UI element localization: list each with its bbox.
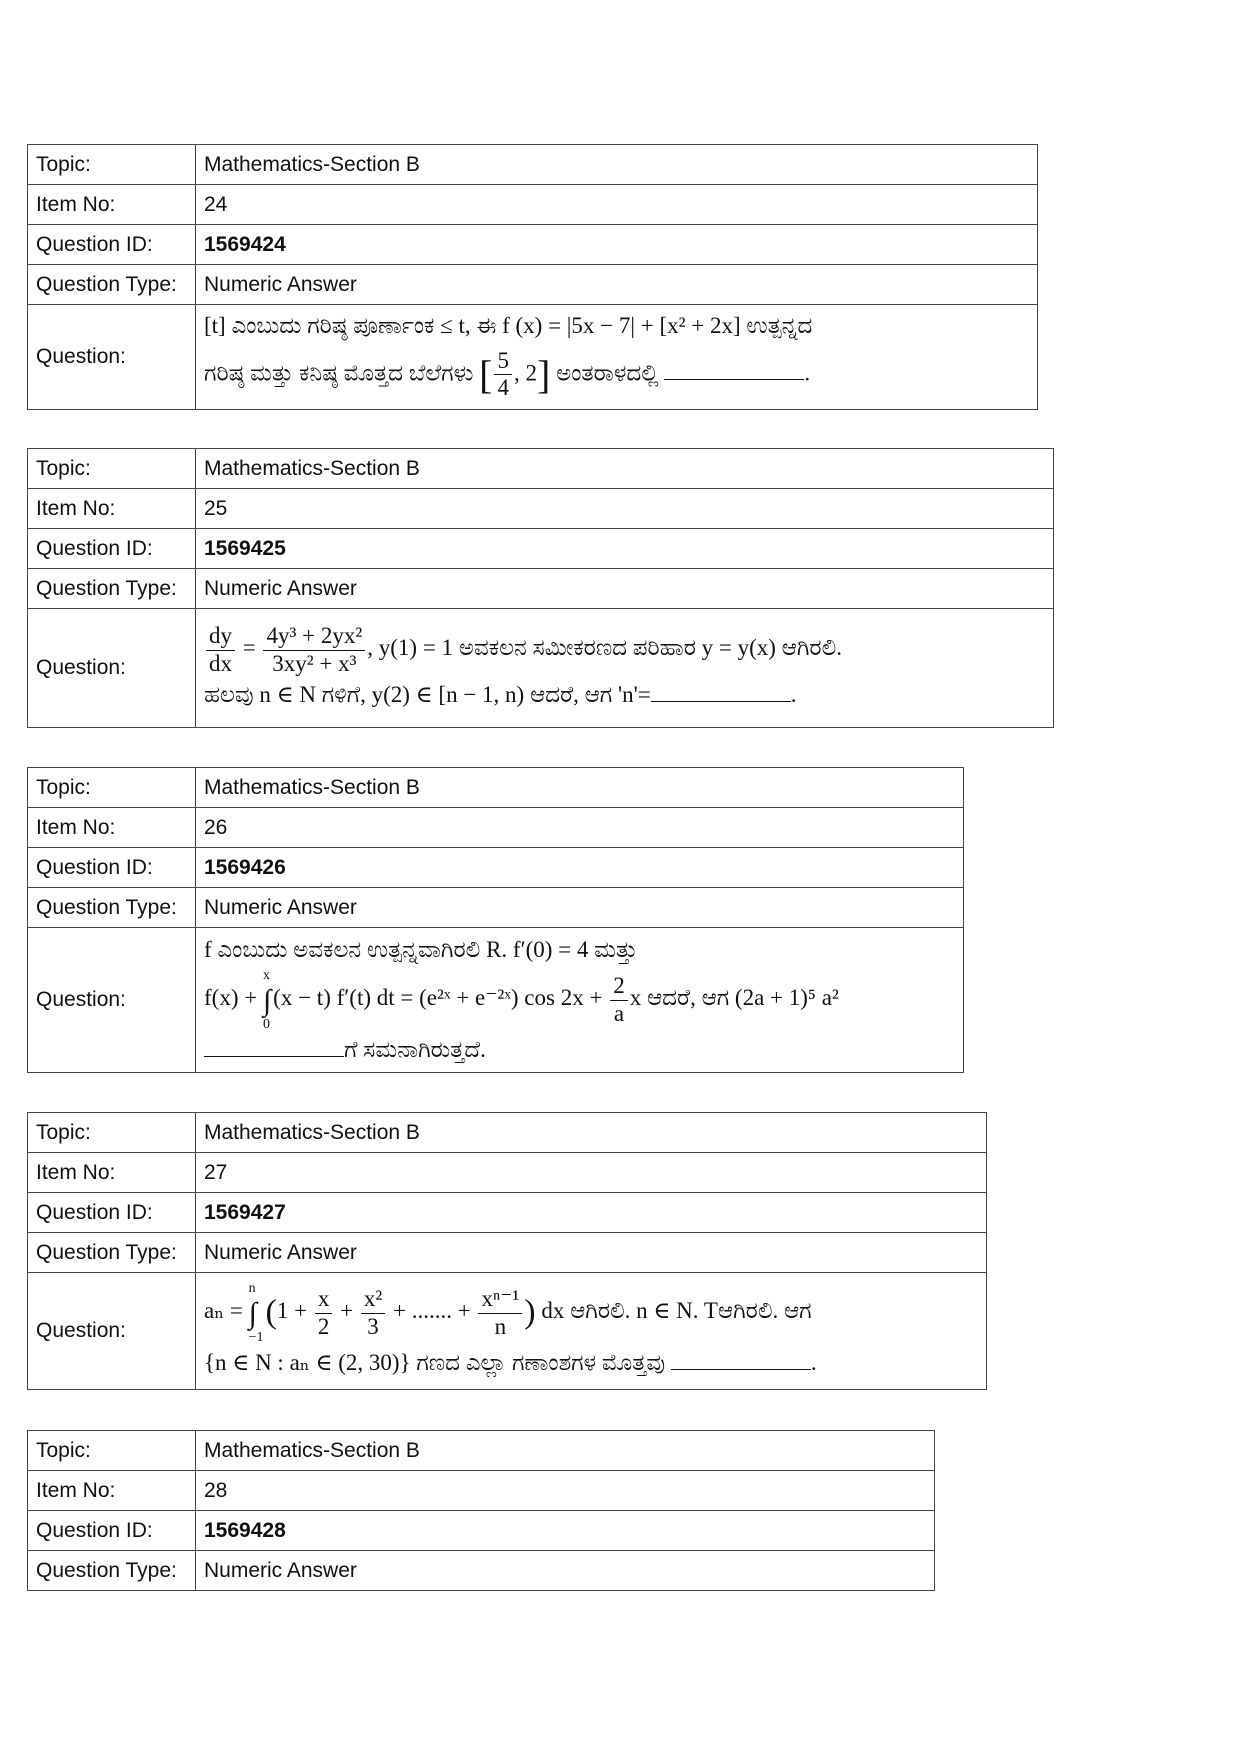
question-type-value: Numeric Answer xyxy=(196,1551,935,1591)
question-type-value: Numeric Answer xyxy=(196,265,1038,305)
open-paren: ( xyxy=(265,1293,277,1331)
question-label: Question: xyxy=(28,609,196,728)
term-one: 1 + xyxy=(276,1298,308,1324)
question-line-1-suffix: , y(1) = 1 ಅವಕಲನ ಸಮೀಕರಣದ ಪರಿಹಾರ y = y(x) ಆಗಿರಲಿ. xyxy=(367,635,842,661)
term-3-denominator: n xyxy=(494,1313,507,1339)
topic-label: Topic: xyxy=(28,145,196,185)
question-label: Question: xyxy=(28,1273,196,1390)
rhs-numerator: 4y³ + 2yx² xyxy=(263,623,365,650)
question-line-3-text: ಗೆ ಸಮನಾಗಿರುತ್ತದೆ. xyxy=(344,1036,486,1062)
question-type-row xyxy=(28,569,1054,609)
an-symbol: aₙ = xyxy=(204,1298,243,1324)
topic-label: Topic: xyxy=(28,768,196,808)
term-2-numerator: x² xyxy=(361,1286,385,1313)
term-fraction-3 xyxy=(478,1286,522,1340)
topic-row xyxy=(28,1431,935,1471)
answer-blank xyxy=(664,356,804,380)
topic-value: Mathematics-Section B xyxy=(196,768,964,808)
integral-limits xyxy=(249,1281,264,1345)
question-line-2-b: (x − t) f′(t) dt = (e²ˣ + e⁻²ˣ) cos 2x + xyxy=(273,985,603,1011)
interval-numerator: 5 xyxy=(494,348,512,375)
question-line-2: ಹಲವು n ∈ N ಗಳಿಗೆ, y(2) ∈ [n − 1, n) ಆದರೆ, ಆಗ 'n'= . xyxy=(204,677,1045,713)
question-line-3 xyxy=(204,1032,955,1068)
item-no-row xyxy=(28,1153,987,1193)
topic-row xyxy=(28,449,1054,489)
question-line-1: f ಎಂಬುದು ಅವಕಲನ ಉತ್ಪನ್ನವಾಗಿರಲಿ R. f′(0) = 4 ಮತ್ತು xyxy=(204,937,638,963)
question-type-label: Question Type: xyxy=(28,1551,196,1591)
question-table-24 xyxy=(27,144,1038,410)
integral-sign: ∫ xyxy=(248,1296,257,1330)
question-text xyxy=(196,305,1038,410)
item-no-label: Item No: xyxy=(28,1471,196,1511)
question-label: Question: xyxy=(28,928,196,1073)
derivative-numerator: dy xyxy=(206,623,235,650)
question-line-1: aₙ = n ∫ −1 (1 + $\frac{x}{2}$ + $\frac{\text{x²}}{3}$ + ....... + $\frac{\text{xⁿ⁻¹}}{n}$ ) dx ಆಗಿರಲಿ. n ∈ N. Tಆಗಿರಲಿ. ಆಗ xyxy=(204,1281,812,1345)
item-no-row xyxy=(28,1471,935,1511)
term-1-numerator: x xyxy=(315,1286,333,1313)
topic-value: Mathematics-Section B xyxy=(196,1113,987,1153)
ellipsis-term: + ....... + xyxy=(393,1298,471,1324)
question-type-label: Question Type: xyxy=(28,1233,196,1273)
answer-blank xyxy=(651,678,791,702)
question-row xyxy=(28,305,1038,410)
question-type-label: Question Type: xyxy=(28,265,196,305)
question-line-2-text: ಹಲವು n ∈ N ಗಳಿಗೆ, y(2) ∈ [n − 1, n) ಆದರೆ, ಆಗ 'n'= xyxy=(204,682,651,708)
question-id-row xyxy=(28,1193,987,1233)
interval-open-bracket: [ xyxy=(479,351,493,397)
question-id-label: Question ID: xyxy=(28,1193,196,1233)
item-no-row xyxy=(28,808,964,848)
answer-blank xyxy=(204,1033,344,1057)
question-id-row xyxy=(28,529,1054,569)
question-line-1-suffix: dx ಆಗಿರಲಿ. n ∈ N. Tಆಗಿರಲಿ. ಆಗ xyxy=(541,1298,812,1324)
topic-label: Topic: xyxy=(28,1431,196,1471)
term-3-numerator: xⁿ⁻¹ xyxy=(478,1286,522,1313)
question-label: Question: xyxy=(28,305,196,410)
item-no-value: 25 xyxy=(196,489,1054,529)
question-id-value: 1569427 xyxy=(196,1193,987,1233)
derivative-fraction xyxy=(206,623,235,677)
coefficient-denominator: a xyxy=(613,1000,625,1026)
question-type-row xyxy=(28,888,964,928)
integral-limits xyxy=(263,968,271,1032)
interval-close-bracket: ] xyxy=(536,351,551,397)
question-id-value: 1569426 xyxy=(196,848,964,888)
topic-row xyxy=(28,145,1038,185)
integral-lower: −1 xyxy=(248,1329,264,1345)
topic-label: Topic: xyxy=(28,449,196,489)
interval-fraction xyxy=(494,348,512,402)
item-no-label: Item No: xyxy=(28,808,196,848)
interval-rest: , 2 xyxy=(513,360,537,386)
question-id-value: 1569424 xyxy=(196,225,1038,265)
question-id-label: Question ID: xyxy=(28,1511,196,1551)
question-id-value: 1569425 xyxy=(196,529,1054,569)
coefficient-fraction xyxy=(610,973,628,1027)
question-line-2-text: ಗರಿಷ್ಠ ಮತ್ತು ಕನಿಷ್ಠ ಮೊತ್ತದ ಬೆಲೆಗಳು xyxy=(204,360,474,386)
integral-sign: ∫ xyxy=(262,983,272,1017)
integral-upper: x xyxy=(262,968,270,984)
term-1-denominator: 2 xyxy=(317,1313,330,1339)
question-type-value: Numeric Answer xyxy=(196,888,964,928)
answer-blank xyxy=(671,1346,811,1370)
rhs-fraction xyxy=(263,623,365,677)
topic-label: Topic: xyxy=(28,1113,196,1153)
question-type-value: Numeric Answer xyxy=(196,1233,987,1273)
derivative-denominator: dx xyxy=(209,650,232,676)
question-line-2: ಗರಿಷ್ಠ ಮತ್ತು ಕನಿಷ್ಠ ಮೊತ್ತದ ಬೆಲೆಗಳು [ $\frac{5}{4}$ , 2] ಅಂತರಾಳದಲ್ಲಿ . xyxy=(204,347,811,401)
question-type-row xyxy=(28,1233,987,1273)
term-2-denominator: 3 xyxy=(367,1313,379,1339)
question-table-27 xyxy=(27,1112,987,1390)
question-id-row xyxy=(28,225,1038,265)
topic-value: Mathematics-Section B xyxy=(196,449,1054,489)
integral-lower: 0 xyxy=(262,1016,270,1032)
item-no-value: 24 xyxy=(196,185,1038,225)
question-row xyxy=(28,609,1054,728)
integral-upper: n xyxy=(248,1281,256,1297)
item-no-row xyxy=(28,489,1054,529)
interval-denominator: 4 xyxy=(497,375,509,401)
question-line-2: {n ∈ N : aₙ ∈ (2, 30)} ಗಣದ ಎಲ್ಲಾ ಗಣಾಂಶಗಳ ಮೊತ್ತವು . xyxy=(204,1345,978,1381)
item-no-label: Item No: xyxy=(28,489,196,529)
coefficient-numerator: 2 xyxy=(610,973,628,1000)
close-paren: ) xyxy=(524,1293,536,1331)
question-text xyxy=(196,1273,987,1390)
topic-row xyxy=(28,1113,987,1153)
item-no-label: Item No: xyxy=(28,1153,196,1193)
question-table-28 xyxy=(27,1430,935,1591)
question-line-1: [t] ಎಂಬುದು ಗರಿಷ್ಠ ಪೂರ್ಣಾಂಕ ≤ t, ಈ f (x) = |5x − 7| + [x² + 2x] ಉತ್ಪನ್ನದ xyxy=(204,313,813,339)
item-no-value: 28 xyxy=(196,1471,935,1511)
topic-row xyxy=(28,768,964,808)
topic-value: Mathematics-Section B xyxy=(196,1431,935,1471)
question-type-value: Numeric Answer xyxy=(196,569,1054,609)
question-id-label: Question ID: xyxy=(28,529,196,569)
question-line-1: $\frac{dy}{dx}$ = $\frac{\text{4y³ + 2yx²}}{\text{3xy² + x³}}$ , y(1) = 1 ಅವಕಲನ ಸಮೀಕರಣದ ಪರಿಹಾರ y = y(x) ಆಗಿರಲಿ. xyxy=(204,623,1045,677)
question-line-2 xyxy=(204,968,955,1032)
term-fraction-2 xyxy=(361,1286,385,1340)
question-id-value: 1569428 xyxy=(196,1511,935,1551)
item-no-value: 27 xyxy=(196,1153,987,1193)
question-id-row xyxy=(28,848,964,888)
item-no-label: Item No: xyxy=(28,185,196,225)
question-text xyxy=(196,928,964,1073)
question-line-2-a: f(x) + xyxy=(204,985,258,1011)
question-table-26 xyxy=(27,767,964,1073)
question-line-2-text: {n ∈ N : aₙ ∈ (2, 30)} ಗಣದ ಎಲ್ಲಾ ಗಣಾಂಶಗಳ ಮೊತ್ತವು xyxy=(204,1350,666,1376)
topic-value: Mathematics-Section B xyxy=(196,145,1038,185)
question-row xyxy=(28,928,964,1073)
question-type-label: Question Type: xyxy=(28,569,196,609)
question-line-2-suffix: ಅಂತರಾಳದಲ್ಲಿ xyxy=(556,360,659,386)
question-id-label: Question ID: xyxy=(28,225,196,265)
question-id-row xyxy=(28,1511,935,1551)
question-type-row xyxy=(28,265,1038,305)
question-text xyxy=(196,609,1054,728)
question-line-2-c: x ಆದರೆ, ಆಗ (2a + 1)⁵ a² xyxy=(629,985,839,1011)
question-table-25 xyxy=(27,448,1054,728)
question-row xyxy=(28,1273,987,1390)
term-fraction-1 xyxy=(315,1286,333,1340)
question-type-row xyxy=(28,1551,935,1591)
item-no-value: 26 xyxy=(196,808,964,848)
question-id-label: Question ID: xyxy=(28,848,196,888)
rhs-denominator: 3xy² + x³ xyxy=(272,650,357,676)
item-no-row xyxy=(28,185,1038,225)
question-type-label: Question Type: xyxy=(28,888,196,928)
